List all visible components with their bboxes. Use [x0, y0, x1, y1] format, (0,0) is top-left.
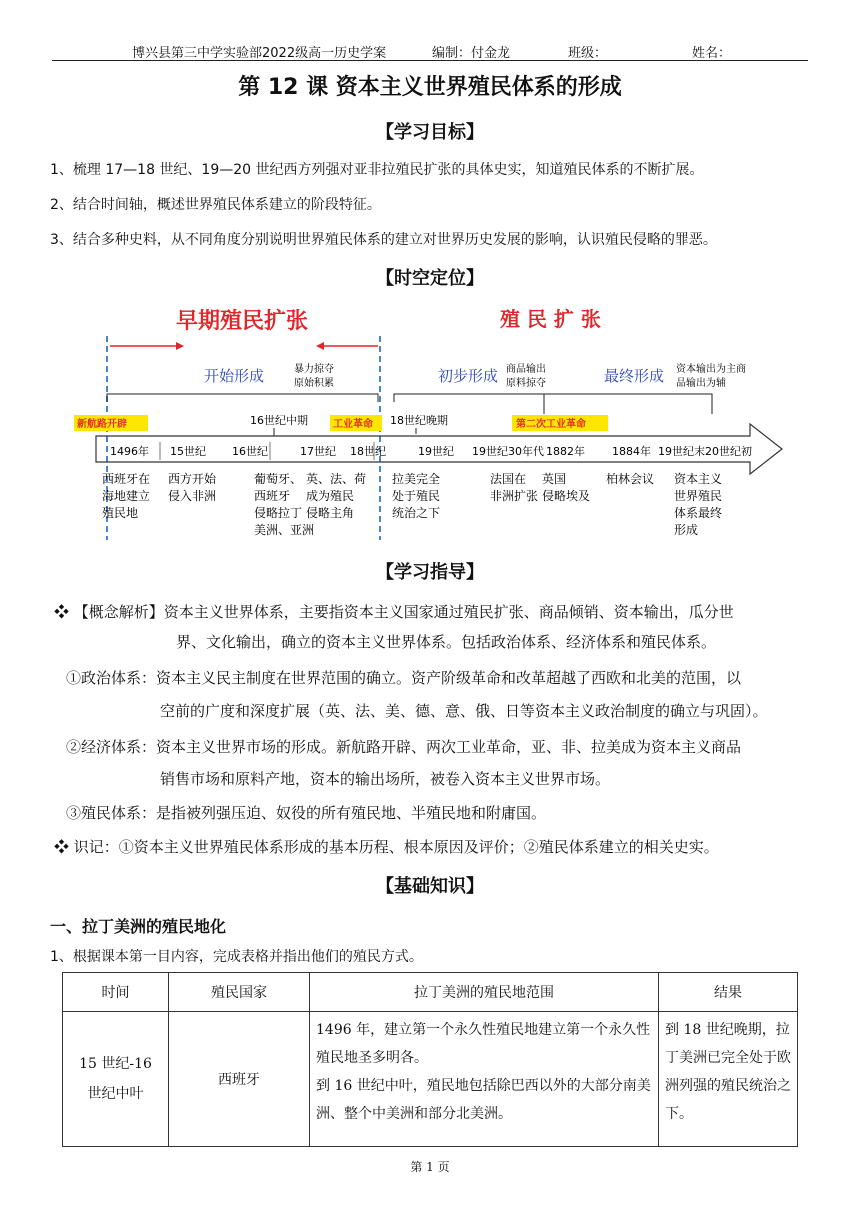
tag-industrial-2: 第二次工业革命 [516, 419, 586, 430]
school-name: 博兴县第三中学实验部2022级高一历史学案 [132, 46, 387, 61]
timeline-event: 拉美完全 [392, 472, 441, 486]
label-colonial-expansion: 殖 民 扩 张 [500, 307, 601, 331]
timeline-event: 美洲、亚洲 [254, 523, 315, 537]
range-text-1: 1496 年，建立第一个永久性殖民地建立第一个永久性殖民地圣多明各。 [316, 1022, 651, 1066]
label-early-expansion: 早期殖民扩张 [176, 309, 309, 334]
note-capital: 资本输出为主商 [676, 364, 746, 375]
note-violence: 暴力掠夺 [294, 364, 334, 375]
label-late18: 18世纪晚期 [390, 414, 448, 427]
stage-initial: 初步形成 [438, 367, 499, 385]
colonial-table [62, 972, 798, 1147]
timeline-event: 法国在 [490, 472, 527, 486]
header-rule [52, 60, 808, 61]
tick-label: 19世纪末20世纪初 [658, 445, 752, 458]
timeline-event: 西班牙在 [102, 472, 151, 486]
timeline-event: 葡萄牙、 [254, 472, 303, 486]
timeline-event: 侵略主角 [306, 506, 355, 520]
timeline-event: 海地建立 [102, 489, 151, 503]
page-number: 第 1 页 [410, 1160, 450, 1174]
timeline-event: 侵略埃及 [542, 489, 591, 503]
range-text-2: 到 16 世纪中叶，殖民地包括除巴西以外的大部分南美洲、整个中美洲和部分北美洲。 [316, 1078, 651, 1122]
tick-label: 19世纪 [418, 445, 454, 458]
stage-begin: 开始形成 [204, 367, 265, 385]
note-goods2: 品输出为辅 [676, 378, 726, 389]
tick-label: 1496年 [110, 445, 149, 458]
col-time: 时间 [63, 973, 169, 1012]
note-materials: 原料掠夺 [506, 378, 546, 389]
name-label: 姓名： [692, 46, 732, 61]
table-header-row [63, 973, 798, 1012]
class-label: 班级： [568, 46, 608, 61]
concept-line-1: ❖ 【概念解析】资本主义世界体系，主要指资本主义国家通过殖民扩张、商品倾销、资本输出，瓜分世 [54, 603, 734, 621]
tick-label: 15世纪 [170, 445, 206, 458]
political-line-1: ①政治体系：资本主义民主制度在世界范围的确立。资产阶级革命和改革超越了西欧和北美的范围，以 [66, 669, 742, 687]
tick-label: 17世纪 [300, 445, 336, 458]
table-row [63, 1012, 798, 1147]
arrowhead-early [176, 342, 184, 350]
tick-label: 18世纪 [350, 445, 386, 458]
goal-item-2: 2、结合时间轴，概述世界殖民体系建立的阶段特征。 [50, 197, 381, 213]
page-title: 第 12 课 资本主义世界殖民体系的形成 [238, 75, 622, 100]
section-timeline-heading: 【时空定位】 [376, 268, 484, 289]
bracket-final [544, 394, 712, 414]
tick-label: 19世纪30年代 [472, 445, 544, 458]
timeline-event: 侵略拉丁 [254, 506, 303, 520]
timeline-event: 非洲扩张 [490, 489, 539, 503]
editor-label: 编制：付金龙 [432, 46, 511, 61]
timeline-event: 成为殖民 [306, 489, 355, 503]
timeline-event: 侵入非洲 [168, 489, 217, 503]
timeline-event: 柏林会议 [606, 472, 655, 486]
col-result: 结果 [659, 973, 798, 1012]
subsection-latin-america: 一、拉丁美洲的殖民地化 [50, 917, 227, 936]
stage-final: 最终形成 [604, 367, 665, 385]
bracket-begin [107, 394, 378, 402]
colonial-line: ③殖民体系：是指被列强压迫、奴役的所有殖民地、半殖民地和附庸国。 [66, 804, 547, 822]
cell-range [310, 1012, 659, 1147]
timeline-event: 英、法、荷 [306, 472, 367, 486]
timeline-diagram [60, 298, 800, 546]
timeline-event: 体系最终 [674, 506, 723, 520]
timeline-event: 西方开始 [168, 472, 217, 486]
timeline-event: 英国 [542, 472, 567, 486]
timeline-ticks [110, 442, 752, 460]
section-basics-heading: 【基础知识】 [376, 876, 484, 897]
concept-line-2: 界、文化输出，确立的资本主义世界体系。包括政治体系、经济体系和殖民体系。 [176, 633, 717, 651]
cell-time: 15 世纪-16 世纪中叶 [63, 1012, 169, 1147]
label-mid16: 16世纪中期 [250, 414, 308, 427]
timeline-event: 形成 [674, 523, 699, 537]
economic-line-1: ②经济体系：资本主义世界市场的形成。新航路开辟、两次工业革命，亚、非、拉美成为资本主义商品 [66, 738, 742, 756]
goal-item-3: 3、结合多种史料，从不同角度分别说明世界殖民体系的建立对世界历史发展的影响，认识殖民侵略的罪恶。 [50, 232, 717, 248]
timeline-event: 统治之下 [392, 506, 441, 520]
political-line-2: 空前的广度和深度扩展（英、法、美、德、意、俄、日等资本主义政治制度的确立与巩固）。 [160, 702, 768, 720]
note-accumulation: 原始积累 [294, 378, 334, 389]
tag-industrial-1: 工业革命 [333, 419, 373, 430]
col-country: 殖民国家 [169, 973, 310, 1012]
col-range: 拉丁美洲的殖民地范围 [310, 973, 659, 1012]
bracket-initial [394, 394, 544, 414]
timeline-event: 世界殖民 [674, 489, 723, 503]
section-goals-heading: 【学习目标】 [376, 122, 484, 143]
tick-label: 1882年 [546, 445, 585, 458]
cell-result: 到 18 世纪晚期，拉丁美洲已完全处于欧洲列强的殖民统治之下。 [659, 1012, 798, 1147]
timeline-event: 殖民地 [102, 506, 139, 520]
tick-label: 1884年 [612, 445, 651, 458]
goal-item-1: 1、梳理 17—18 世纪、19—20 世纪西方列强对亚非拉殖民扩张的具体史实，知道殖民体系的不断扩展。 [50, 162, 704, 178]
task-instruction: 1、根据课本第一目内容，完成表格并指出他们的殖民方式。 [50, 949, 423, 965]
tag-route: 新航路开辟 [77, 419, 127, 430]
timeline-event: 资本主义 [674, 472, 723, 486]
arrowhead-back [316, 342, 324, 350]
cell-country: 西班牙 [169, 1012, 310, 1147]
economic-line-2: 销售市场和原料产地，资本的输出场所，被卷入资本主义世界市场。 [160, 770, 611, 788]
timeline-events [102, 471, 722, 537]
note-goods: 商品输出 [506, 364, 546, 375]
section-guide-heading: 【学习指导】 [376, 562, 484, 583]
tick-label: 16世纪 [232, 445, 268, 458]
timeline-event: 西班牙 [254, 489, 291, 503]
timeline-event: 处于殖民 [392, 489, 441, 503]
remember-line: ❖ 识记：①资本主义世界殖民体系形成的基本历程、根本原因及评价；②殖民体系建立的相关史实。 [54, 838, 719, 856]
